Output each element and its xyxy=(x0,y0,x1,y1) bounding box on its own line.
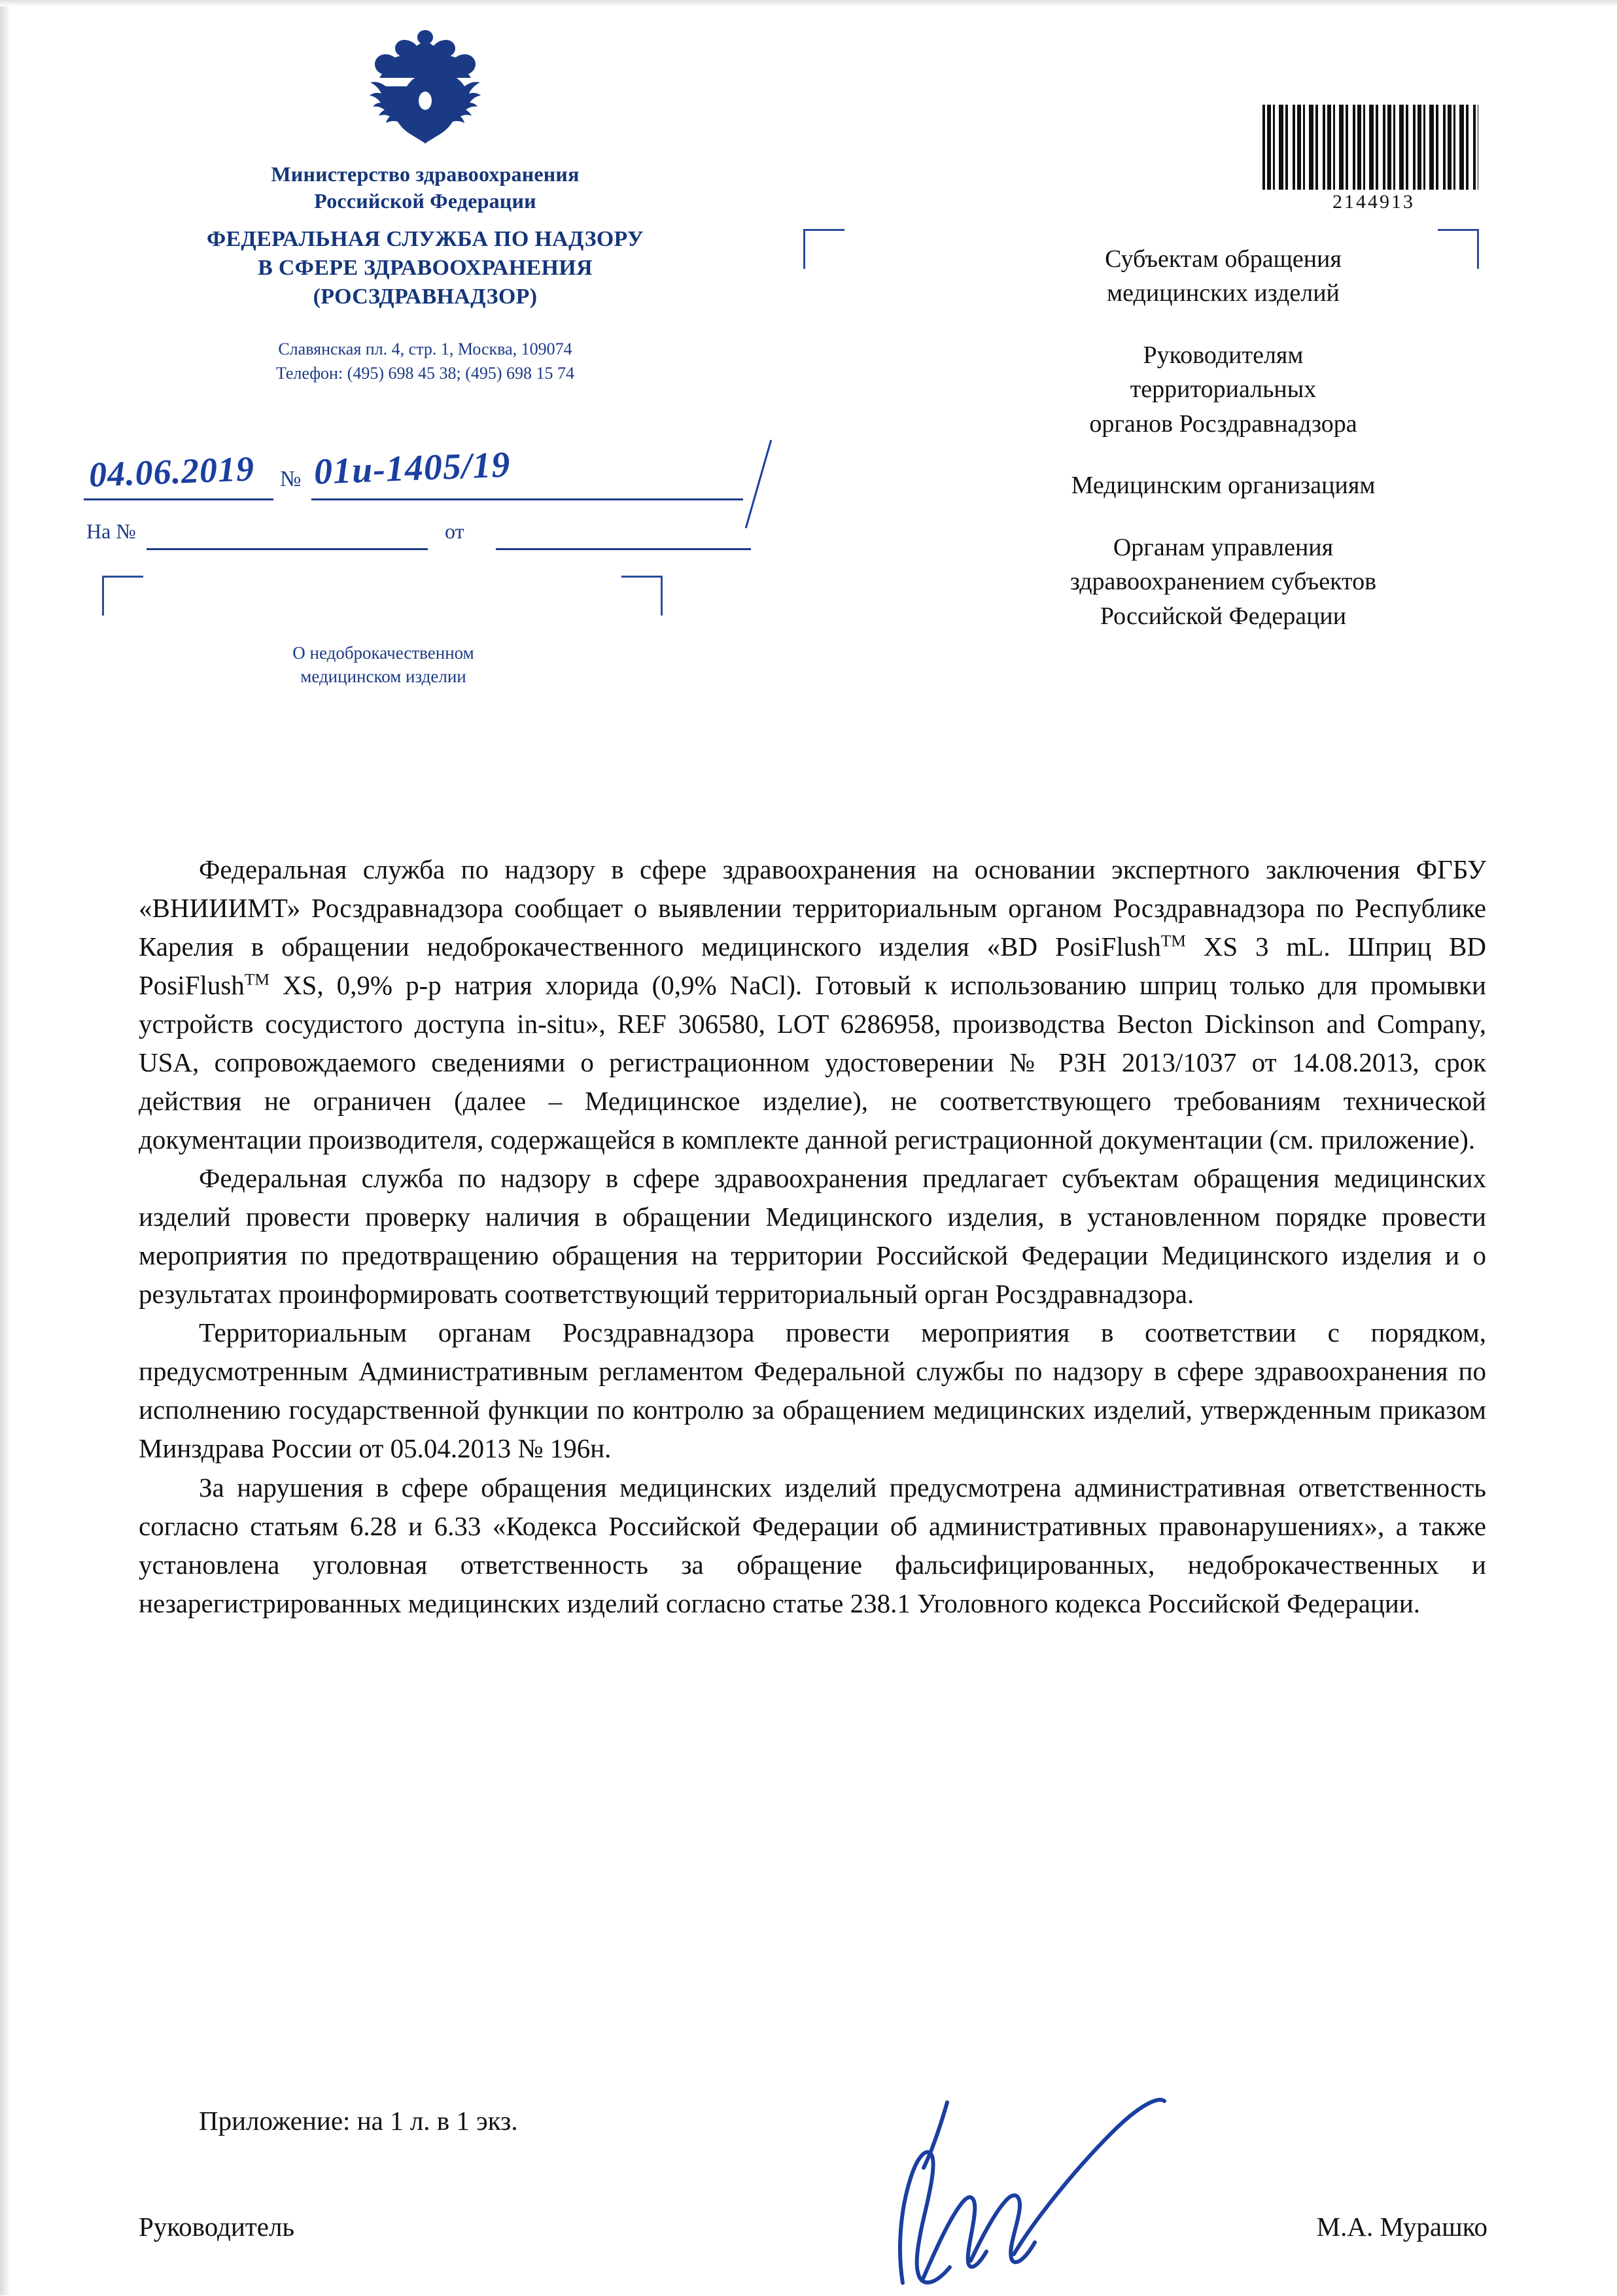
pen-stroke xyxy=(745,440,772,528)
service-line-2: В СФЕРЕ ЗДРАВООХРАНЕНИЯ xyxy=(258,256,593,281)
barcode-bars xyxy=(1262,105,1478,190)
ministry-line-1: Министерство здравоохранения xyxy=(271,162,580,186)
subject-line-2: медицинском изделии xyxy=(300,667,466,687)
coat-of-arms-emblem xyxy=(366,26,484,157)
barcode-number: 2144913 xyxy=(1332,191,1415,213)
subject-line-1: О недоброкачественном xyxy=(292,643,474,663)
address-line-2: Телефон: (495) 698 45 38; (495) 698 15 74 xyxy=(275,363,575,383)
paragraph-1-part-1: Федеральная служба по надзору в сфере здравоохранения на основании экспертного заключения ФГБУ «ВНИИИМТ» Росздравнадзора сообщает о выявлении территориальным органом Росздравнадзора по Республике Карелия в обращении недоброкачественного медицинского изделия «BD PosiFlush xyxy=(139,854,1486,962)
addressee-item: Субъектам обращения медицинских изделий xyxy=(1105,245,1342,307)
paragraph-1 xyxy=(139,850,1486,1159)
address-line-1: Славянская пл. 4, стр. 1, Москва, 109074 xyxy=(278,339,572,359)
trademark-superscript: TM xyxy=(1160,931,1186,950)
paragraph-4: За нарушения в сфере обращения медицинских изделий предусмотрена административная ответственность согласно статьям 6.28 и 6.33 «Кодекса Российской Федерации об административных правонарушениях», а также установлена уголовная ответственность за обращение фальсифицированных, недоброкачественных и незарегистрированных медицинских изделий согласно статье 238.1 Уголовного кодекса Российской Федерации. xyxy=(139,1472,1486,1618)
paragraph-2: Федеральная служба по надзору в сфере здравоохранения предлагает субъектам обращения медицинских изделий провести проверку наличия в обращении Медицинского изделия, в установленном порядке провести мероприятия по предотвращению обращения на территории Российской Федерации Медицинского изделия и о результатах проинформировать соответствующий территориальный орган Росздравнадзора. xyxy=(139,1163,1486,1310)
scan-edge-left xyxy=(0,0,10,2295)
paragraph-1-part-3: XS, 0,9% р-р натрия хлорида (0,9% NaCl). Готовый к использованию шприц только для промывки устройств сосудистого доступа in-situ», REF 306580, LOT 6286958, производства Becton Dickinson and Company, USA, сопровождаемого сведениями о регистрационном удостоверении № РЗН 2013/1037 от 14.08.2013, срок действия не ограничен (далее – Медицинское изделие), не соответствующего требованиям технической документации производителя, содержащейся в комплекте данной регистрационной документации (см. приложение). xyxy=(139,970,1486,1155)
subject-bracket-top-left xyxy=(102,576,143,616)
na-rule xyxy=(147,548,428,550)
date-rule xyxy=(84,498,273,500)
letter-body xyxy=(139,850,1486,1623)
na-label: На № xyxy=(86,519,136,543)
number-rule xyxy=(311,498,743,500)
letter-subject xyxy=(102,641,665,689)
addressee-bracket-top-left xyxy=(803,229,844,269)
trademark-superscript: TM xyxy=(244,970,270,989)
paragraph-1-part-2: XS 3 mL. Шприц BD PosiFlush xyxy=(139,931,1486,1001)
barcode xyxy=(1262,105,1485,213)
signer-title: Руководитель xyxy=(139,2212,295,2242)
paragraph-3: Территориальным органам Росздравнадзора провести мероприятия в соответствии с порядком, предусмотренным Административным регламентом Федеральной службы по надзору в сфере здравоохранения по исполнению государственной функции по контролю за обращением медицинских изделий, утвержденным приказом Минздрава России от 05.04.2013 № 196н. xyxy=(139,1317,1486,1464)
addressee-list xyxy=(929,242,1518,633)
service-line-3: (РОСЗДРАВНАДЗОР) xyxy=(313,285,538,309)
addressee-item: Органам управления здравоохранением субъектов Российской Федерации xyxy=(1069,533,1377,630)
ot-label: от xyxy=(445,519,464,543)
addressee-item: Медицинским организациям xyxy=(1071,472,1376,500)
postal-address xyxy=(78,338,772,385)
service-line-1: ФЕДЕРАЛЬНАЯ СЛУЖБА ПО НАДЗОРУ xyxy=(206,226,644,251)
signer-name: М.А. Мурашко xyxy=(1316,2212,1487,2242)
ministry-line-2: Российской Федерации xyxy=(314,188,536,213)
service-name xyxy=(78,225,772,312)
scan-edge-top xyxy=(0,0,1617,7)
ot-rule xyxy=(496,548,751,550)
addressee-item: Руководителям территориальных органов Росздравнадзора xyxy=(1089,341,1357,438)
registration-date-handwritten: 04.06.2019 xyxy=(88,449,256,495)
subject-bracket-top-right xyxy=(621,576,663,616)
number-label: № xyxy=(280,467,302,491)
registration-number-handwritten: 01и-1405/19 xyxy=(313,444,512,493)
attachment-note: Приложение: на 1 л. в 1 экз. xyxy=(199,2106,518,2136)
ministry-name xyxy=(78,161,772,215)
letterhead xyxy=(78,26,772,385)
